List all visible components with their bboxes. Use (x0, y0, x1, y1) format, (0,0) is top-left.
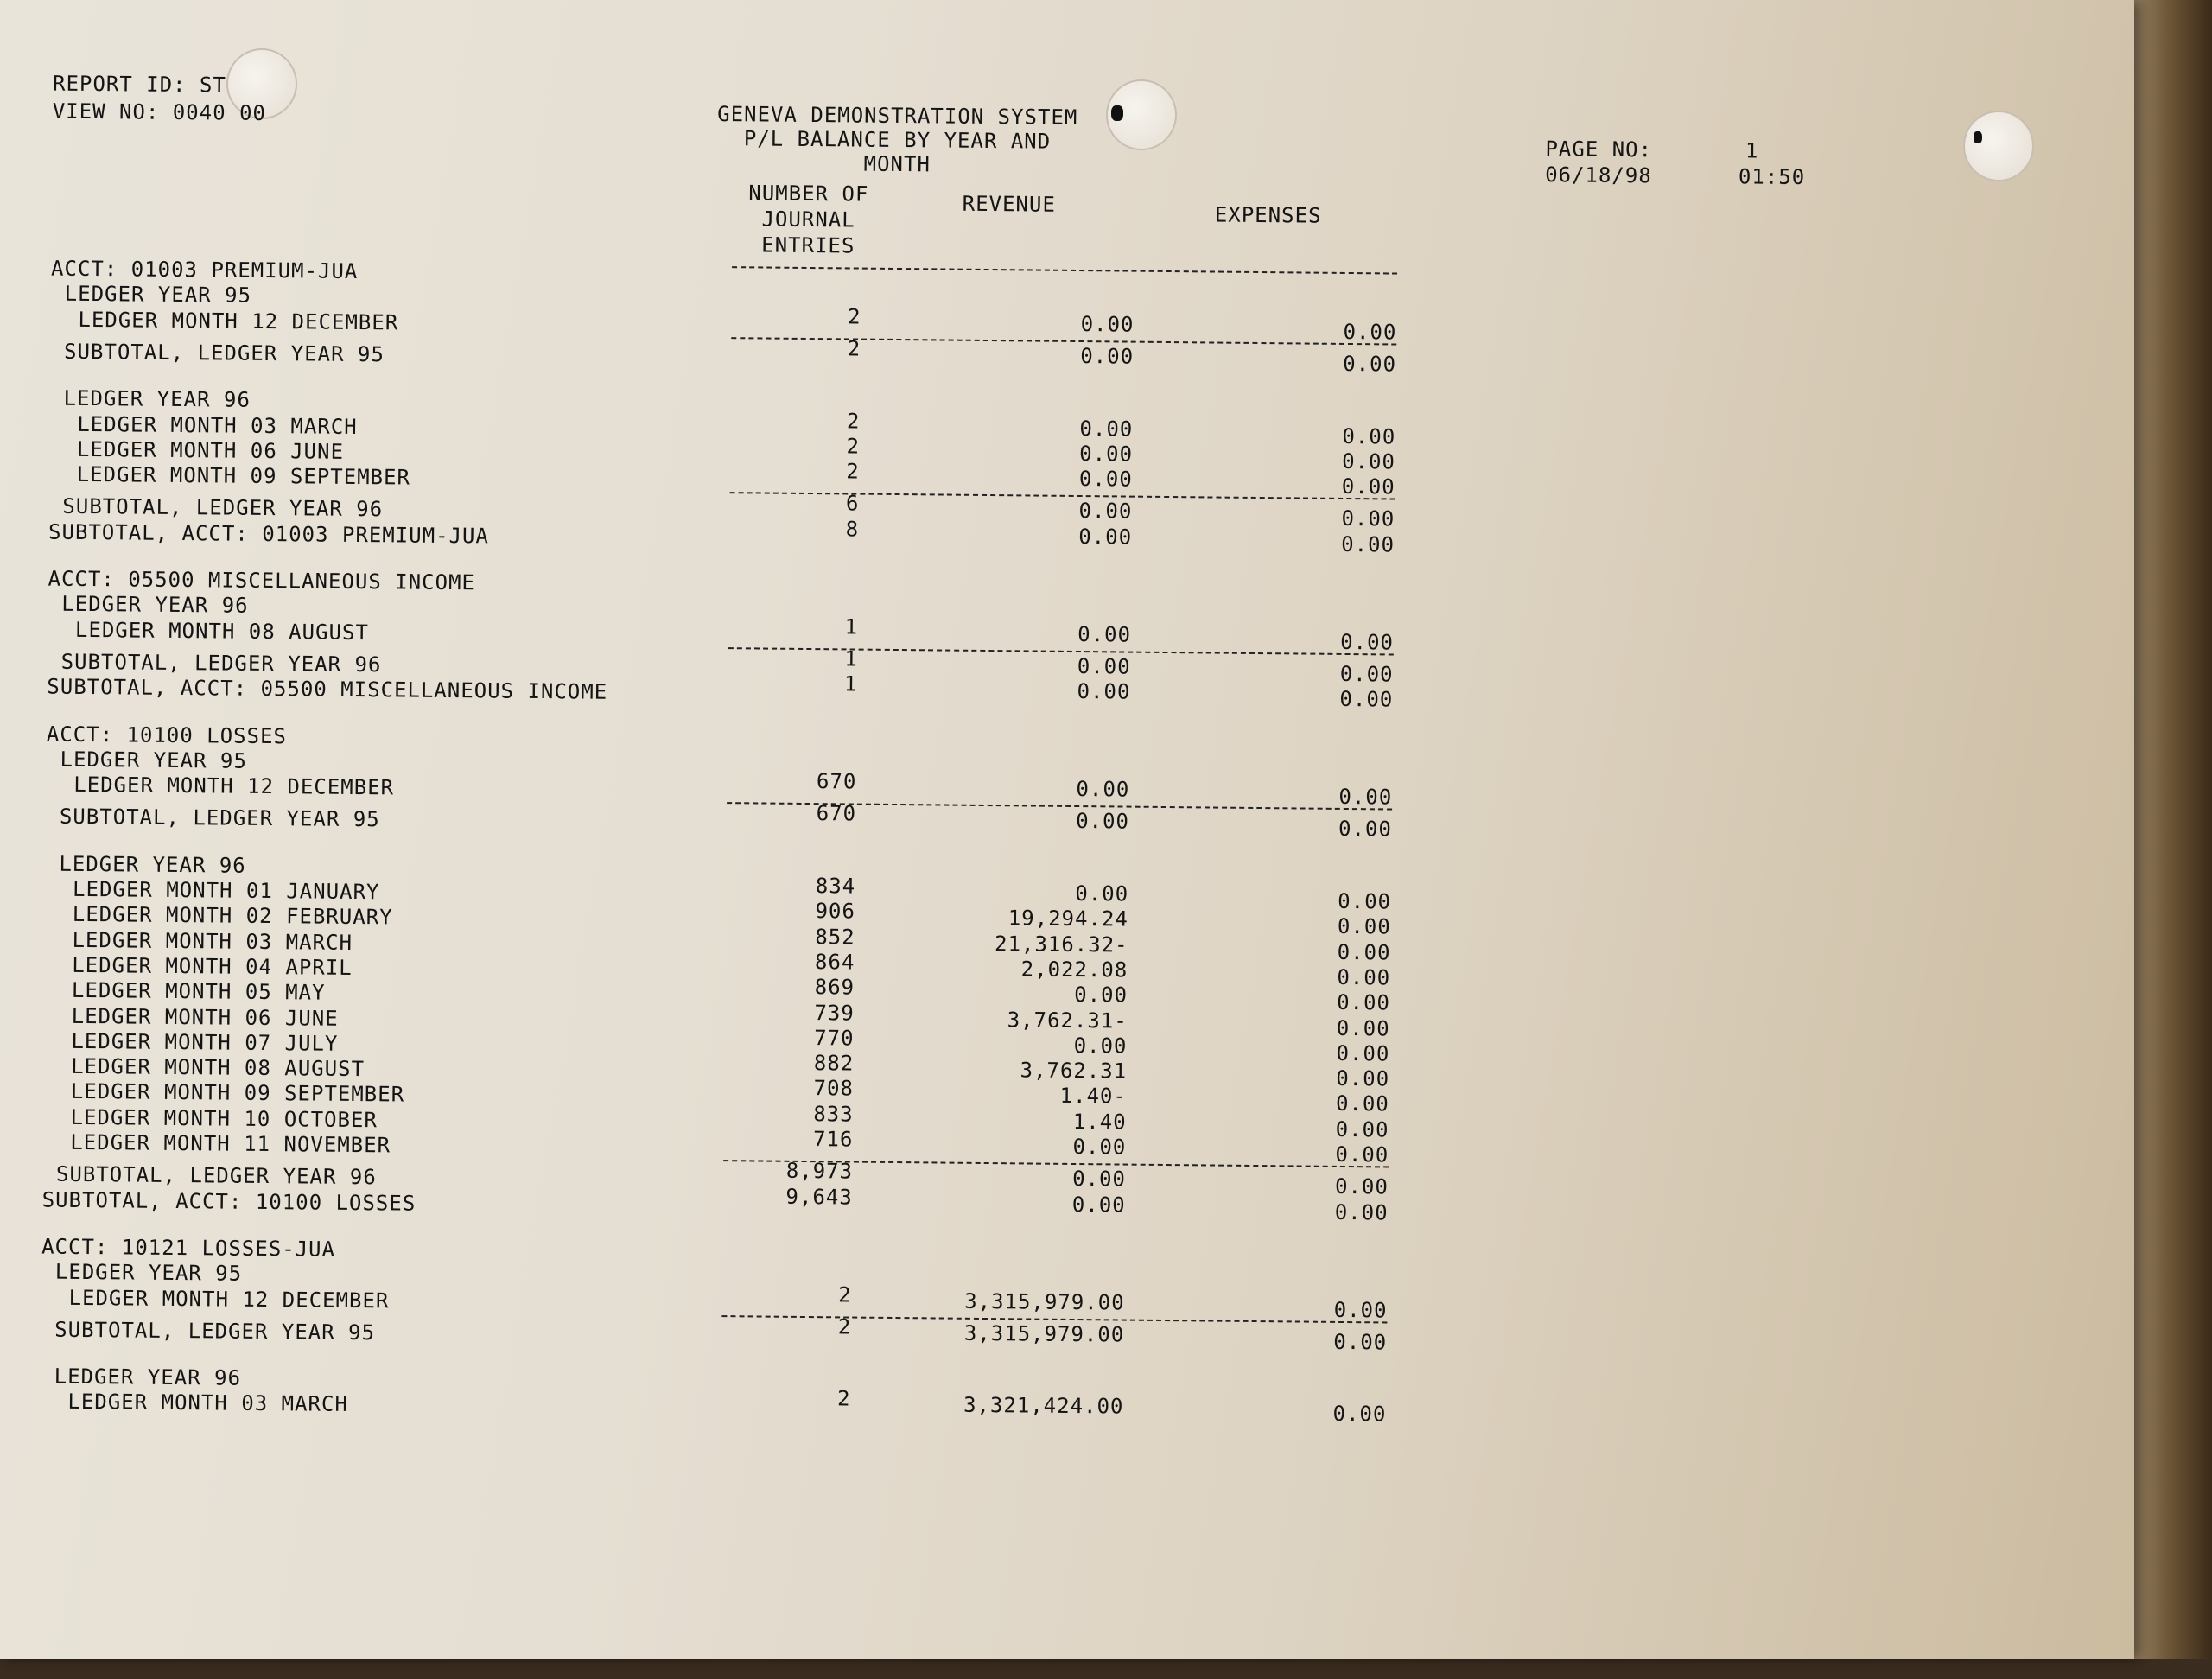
row-label: LEDGER MONTH 09 SEPTEMBER (70, 1079, 405, 1107)
revenue-value: 3,762.31 (1020, 1058, 1128, 1084)
row-heading: LEDGER YEAR 96 (61, 592, 249, 619)
expenses-value: 0.00 (1341, 531, 1395, 557)
revenue-value: 0.00 (1077, 621, 1132, 647)
revenue-value: 0.00 (1080, 343, 1135, 369)
row-label: LEDGER MONTH 02 FEBRUARY (72, 902, 393, 930)
revenue-value: 3,321,424.00 (963, 1393, 1124, 1419)
row-label: SUBTOTAL, ACCT: 05500 MISCELLANEOUS INCOME (47, 674, 608, 704)
revenue-value: 0.00 (1076, 809, 1130, 834)
row-heading: ACCT: 10100 LOSSES (46, 722, 288, 748)
entries-value: 9,643 (785, 1184, 853, 1210)
expenses-value: 0.00 (1338, 785, 1393, 810)
entries-value: 1 (844, 646, 858, 671)
report-date: 06/18/98 (1545, 162, 1652, 188)
revenue-value: 0.00 (1075, 881, 1129, 906)
row-label: LEDGER MONTH 04 APRIL (72, 952, 353, 980)
entries-value: 852 (815, 924, 855, 950)
report-header (53, 70, 267, 127)
entries-value: 2 (846, 459, 860, 484)
entries-value: 739 (814, 1000, 855, 1026)
revenue-value: 0.00 (1078, 524, 1133, 550)
row-label: SUBTOTAL, LEDGER YEAR 95 (59, 805, 380, 832)
column-header-entries: NUMBER OF JOURNAL ENTRIES (748, 181, 869, 258)
revenue-value: 0.00 (1077, 679, 1131, 704)
revenue-value: 3,315,979.00 (964, 1288, 1125, 1315)
row-label: LEDGER MONTH 12 DECEMBER (68, 1285, 390, 1313)
entries-value: 833 (813, 1101, 854, 1127)
revenue-value: 2,022.08 (1020, 957, 1128, 983)
page-info (1545, 136, 1806, 190)
revenue-value: 0.00 (1071, 1192, 1126, 1218)
expenses-value: 0.00 (1343, 351, 1397, 377)
row-label: SUBTOTAL, ACCT: 10100 LOSSES (41, 1187, 416, 1216)
view-no: VIEW NO: 0040 00 (52, 99, 267, 125)
expenses-value: 0.00 (1333, 1329, 1388, 1355)
revenue-value: 3,315,979.00 (963, 1320, 1125, 1347)
report-id: REPORT ID: ST (52, 71, 227, 98)
revenue-value: 19,294.24 (1007, 906, 1128, 932)
entries-value: 906 (815, 899, 856, 924)
entries-value: 670 (816, 769, 857, 794)
expenses-value: 0.00 (1338, 888, 1392, 914)
entries-value: 2 (846, 408, 861, 434)
expenses-value: 0.00 (1335, 1142, 1389, 1167)
entries-value: 882 (813, 1051, 855, 1076)
revenue-value: 0.00 (1073, 1033, 1128, 1059)
revenue-value: 0.00 (1078, 499, 1133, 524)
report-time: 01:50 (1738, 164, 1806, 190)
expenses-value: 0.00 (1334, 1174, 1389, 1199)
row-label: LEDGER MONTH 07 JULY (71, 1028, 339, 1056)
expenses-value: 0.00 (1335, 1091, 1389, 1116)
row-label: LEDGER MONTH 06 JUNE (71, 1003, 339, 1031)
row-label: LEDGER MONTH 08 AUGUST (71, 1053, 365, 1082)
row-label: LEDGER MONTH 10 OCTOBER (70, 1104, 378, 1132)
entries-value: 834 (815, 874, 856, 899)
expenses-value: 0.00 (1337, 939, 1391, 965)
title-line-2: P/L BALANCE BY YEAR AND MONTH (743, 126, 1052, 177)
revenue-value: 0.00 (1080, 311, 1135, 337)
revenue-value: 1.40- (1059, 1084, 1128, 1109)
page-label: PAGE NO: (1545, 137, 1653, 162)
revenue-value: 0.00 (1077, 653, 1131, 679)
row-label: LEDGER MONTH 03 MARCH (72, 927, 353, 955)
row-label: LEDGER MONTH 12 DECEMBER (78, 307, 399, 335)
entries-value: 8,973 (785, 1159, 854, 1184)
row-label: LEDGER MONTH 11 NOVEMBER (70, 1129, 391, 1158)
expenses-value: 0.00 (1341, 474, 1395, 499)
expenses-value: 0.00 (1343, 319, 1397, 345)
expenses-value: 0.00 (1342, 423, 1396, 449)
revenue-value: 0.00 (1074, 983, 1128, 1008)
row-label: SUBTOTAL, LEDGER YEAR 95 (54, 1317, 376, 1345)
entries-value: 716 (812, 1127, 854, 1152)
expenses-value: 0.00 (1338, 817, 1392, 842)
row-label: SUBTOTAL, LEDGER YEAR 96 (62, 494, 384, 522)
revenue-value: 0.00 (1079, 441, 1134, 467)
row-heading: LEDGER YEAR 95 (64, 282, 252, 308)
page-number: 1 (1745, 138, 1759, 163)
row-heading: LEDGER YEAR 95 (60, 747, 247, 773)
expenses-value: 0.00 (1342, 448, 1396, 474)
column-header-expenses: EXPENSES (1214, 202, 1322, 228)
entries-value: 6 (845, 491, 860, 516)
revenue-value: 0.00 (1079, 416, 1134, 442)
row-label: LEDGER MONTH 05 MAY (71, 978, 326, 1005)
expenses-value: 0.00 (1334, 1199, 1389, 1225)
expenses-value: 0.00 (1339, 687, 1394, 712)
expenses-value: 0.00 (1339, 661, 1394, 687)
expenses-value: 0.00 (1340, 629, 1395, 655)
title-line-1: GENEVA DEMONSTRATION SYSTEM (717, 101, 1078, 130)
entries-value: 8 (845, 517, 860, 542)
row-label: LEDGER MONTH 09 SEPTEMBER (76, 461, 411, 490)
row-label: SUBTOTAL, LEDGER YEAR 96 (60, 649, 382, 677)
row-label: LEDGER MONTH 03 MARCH (77, 411, 358, 439)
row-heading: LEDGER YEAR 96 (63, 385, 251, 412)
expenses-value: 0.00 (1335, 1116, 1389, 1142)
row-heading: LEDGER YEAR 96 (54, 1364, 242, 1390)
row-heading: ACCT: 05500 MISCELLANEOUS INCOME (48, 566, 476, 595)
expenses-value: 0.00 (1337, 964, 1391, 990)
entries-value: 2 (838, 1282, 852, 1307)
revenue-value: 3,762.31- (1007, 1007, 1128, 1033)
revenue-value: 0.00 (1072, 1167, 1127, 1192)
expenses-value: 0.00 (1332, 1402, 1387, 1427)
row-label: LEDGER MONTH 06 JUNE (76, 436, 345, 464)
revenue-value: 0.00 (1076, 777, 1130, 802)
entries-value: 1 (844, 614, 859, 639)
row-label: LEDGER MONTH 12 DECEMBER (73, 772, 395, 800)
revenue-value: 0.00 (1072, 1134, 1127, 1160)
header-divider (732, 266, 1397, 274)
expenses-value: 0.00 (1336, 1065, 1390, 1091)
expenses-value: 0.00 (1341, 506, 1395, 531)
entries-value: 2 (837, 1314, 852, 1339)
row-heading: LEDGER YEAR 95 (54, 1259, 243, 1286)
expenses-value: 0.00 (1337, 990, 1391, 1015)
entries-value: 708 (813, 1076, 855, 1101)
row-label: SUBTOTAL, LEDGER YEAR 95 (63, 339, 385, 367)
expenses-value: 0.00 (1336, 1015, 1390, 1040)
entries-value: 2 (836, 1386, 851, 1411)
row-label: SUBTOTAL, ACCT: 01003 PREMIUM-JUA (48, 519, 490, 549)
row-heading: ACCT: 10121 LOSSES-JUA (41, 1234, 336, 1262)
entries-value: 869 (814, 975, 855, 1000)
entries-value: 2 (846, 434, 861, 459)
revenue-value: 1.40 (1072, 1109, 1127, 1135)
entries-value: 2 (847, 336, 861, 361)
row-label: SUBTOTAL, LEDGER YEAR 96 (55, 1161, 377, 1190)
revenue-value: 0.00 (1078, 467, 1133, 492)
row-label: LEDGER MONTH 08 AUGUST (74, 617, 370, 645)
entries-value: 1 (843, 671, 858, 696)
row-heading: ACCT: 01003 PREMIUM-JUA (50, 256, 359, 283)
entries-value: 770 (814, 1025, 855, 1051)
column-header-revenue: REVENUE (962, 191, 1056, 217)
expenses-value: 0.00 (1336, 1040, 1390, 1066)
row-heading: LEDGER YEAR 96 (59, 851, 246, 878)
entries-value: 670 (816, 801, 857, 826)
report-title (715, 102, 1079, 178)
revenue-value: 21,316.32- (994, 931, 1128, 957)
expenses-value: 0.00 (1337, 914, 1391, 939)
entries-value: 2 (847, 304, 861, 329)
entries-value: 864 (814, 949, 855, 975)
row-label: LEDGER MONTH 03 MARCH (67, 1390, 348, 1417)
row-label: LEDGER MONTH 01 JANUARY (72, 876, 380, 905)
expenses-value: 0.00 (1333, 1297, 1388, 1322)
